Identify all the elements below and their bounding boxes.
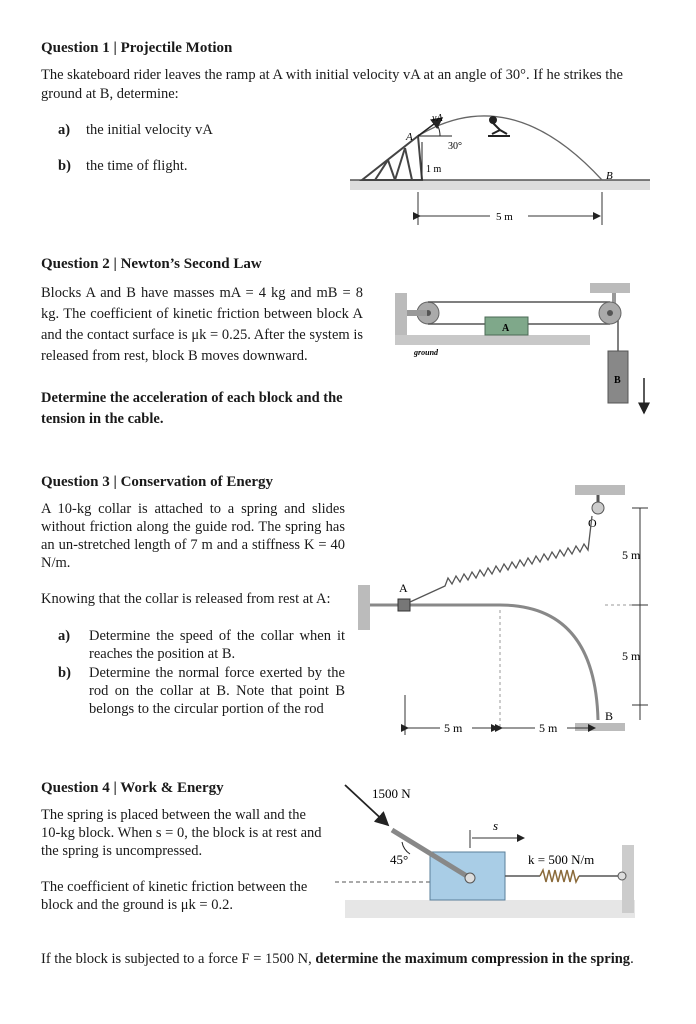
q2-ground-label: ground <box>414 348 439 357</box>
q3-item-a <box>58 627 345 663</box>
q3-title: Question 3 | Conservation of Energy <box>41 474 274 490</box>
q3-dim-v2: 5 m <box>622 649 641 663</box>
q3-bottom-support <box>575 723 625 731</box>
q4-s-label: s <box>493 818 499 833</box>
q3-left-wall <box>358 585 370 630</box>
q1-point-a: A <box>406 131 413 143</box>
q1-item-b-text: the time of flight. <box>86 158 188 174</box>
q4-spring-label: k = 500 N/m <box>528 852 595 867</box>
skater-icon <box>488 117 510 136</box>
q3-point-a: A <box>399 581 408 595</box>
q2-right-support <box>590 283 630 293</box>
q4-body-2: The coefficient of kinetic friction between the block and the ground is μk = 0.2. <box>41 879 308 913</box>
q1-item-b <box>58 157 187 175</box>
q3-spring <box>410 516 592 602</box>
q3-pivot-o <box>592 502 604 514</box>
q4-footer-suffix: . <box>630 951 634 967</box>
q2-body-1: Blocks A and B have masses mA = 4 kg and mB = 8 kg. The coefficient of kinetic friction between block A and the contact surface is μk = 0.25. After the system is released from rest, block B moves downward. <box>41 285 363 364</box>
q1-item-a-text: the initial velocity vA <box>86 122 213 138</box>
q1-height-label: 1 m <box>426 164 442 175</box>
q3-collar <box>398 599 410 611</box>
q3-dim-h1: 5 m <box>444 721 463 735</box>
q3-dim-h2: 5 m <box>539 721 558 735</box>
q3-guide-rod <box>370 605 598 720</box>
q4-title: Question 4 | Work & Energy <box>41 780 224 796</box>
q2-title: Question 2 | Newton’s Second Law <box>41 256 262 272</box>
q2-block-a-label: A <box>502 323 510 334</box>
q2-ground <box>395 335 590 345</box>
q3-item-a-text: Determine the speed of the collar when it reaches the position at B. <box>89 628 345 662</box>
q4-body-1: The spring is placed between the wall and the 10-kg block. When s = 0, the block is at rest and the spring is uncompressed. <box>41 807 322 859</box>
q1-item-b-label: b) <box>58 158 71 174</box>
q1-ground <box>350 180 650 190</box>
q4-angle-label: 45° <box>390 852 409 867</box>
q2-block-b-label: B <box>614 375 621 386</box>
q2-figure <box>390 283 665 423</box>
q3-point-o: O <box>588 516 597 530</box>
q3-body-2: Knowing that the collar is released from rest at A: <box>41 591 331 607</box>
q3-body-1: A 10-kg collar is attached to a spring and slides without friction along the guide rod. The spring has an un-stretched length of 7 m and a stiffness K = 40 N/m. <box>41 501 345 571</box>
q3-item-b <box>58 664 345 718</box>
q4-force-label: 1500 N <box>372 786 411 801</box>
q3-figure <box>350 480 670 750</box>
q4-footer <box>41 950 653 969</box>
q1-trajectory <box>418 116 602 180</box>
q1-point-b: B <box>606 170 613 182</box>
q3-point-b: B <box>605 709 614 723</box>
q1-angle-label: 30° <box>448 141 462 152</box>
q4-spring <box>540 870 579 882</box>
q2-body-2: Determine the acceleration of each block and the tension in the cable. <box>41 390 343 427</box>
q4-footer-prefix: If the block is subjected to a force F = 1500 N, <box>41 951 316 967</box>
q1-ramp <box>362 136 422 180</box>
q1-figure <box>340 100 660 235</box>
q3-item-b-label: b) <box>58 665 71 681</box>
q1-item-a <box>58 121 213 139</box>
q1-v-label: vA <box>432 113 443 124</box>
q3-item-a-label: a) <box>58 628 71 644</box>
q4-footer-bold: determine the maximum compression in the spring <box>315 951 631 967</box>
q3-top-support <box>575 485 625 495</box>
q4-figure <box>330 780 650 930</box>
q3-item-b-text: Determine the normal force exerted by the rod on the collar at B. Note that point B belongs to the circular portion of the rod <box>89 665 345 717</box>
q1-distance-label: 5 m <box>496 211 513 223</box>
q1-title: Question 1 | Projectile Motion <box>41 40 233 56</box>
q1-item-a-label: a) <box>58 122 71 138</box>
q3-dim-v1: 5 m <box>622 548 641 562</box>
q4-ground <box>345 900 635 918</box>
q1-body: The skateboard rider leaves the ramp at A with initial velocity vA at an angle of 30°. If he strikes the ground at B, determine: <box>41 67 623 102</box>
